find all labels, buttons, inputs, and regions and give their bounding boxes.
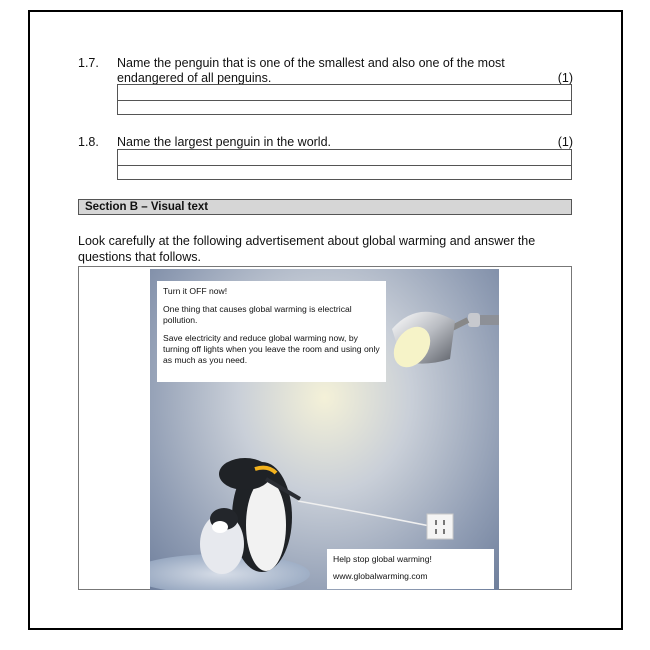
- advert-paragraph-2: Save electricity and reduce global warming now, by turning off lights when you leave the room and using only as much as you need.: [163, 333, 380, 365]
- desk-lamp-icon: [386, 312, 499, 375]
- question-marks: (1): [557, 135, 573, 149]
- section-heading: Section B – Visual text: [78, 199, 572, 215]
- answer-line: [118, 100, 571, 101]
- power-outlet-icon: [427, 514, 453, 539]
- advert-footer-box: [327, 549, 494, 589]
- question-marks: (1): [557, 71, 573, 85]
- question-text: Name the penguin that is one of the smallest and also one of the most endangered of all penguins.: [117, 56, 505, 85]
- question-text: Name the largest penguin in the world.: [117, 135, 332, 149]
- answer-box-1-7[interactable]: [117, 84, 572, 115]
- advert-heading: Turn it OFF now!: [163, 286, 228, 296]
- advertisement-image: [150, 269, 499, 590]
- answer-box-1-8[interactable]: [117, 149, 572, 180]
- advert-slogan: Help stop global warming!: [333, 554, 432, 564]
- answer-line: [118, 165, 571, 166]
- question-number: 1.8.: [78, 135, 99, 149]
- advert-website: www.globalwarming.com: [333, 571, 428, 581]
- section-instruction: Look carefully at the following advertisement about global warming and answer the questions that follows.: [78, 234, 536, 264]
- penguin-chick-icon: [200, 508, 244, 574]
- advert-paragraph-1: One thing that causes global warming is electrical pollution.: [163, 304, 352, 325]
- advert-text-box: [157, 281, 386, 382]
- question-number: 1.7.: [78, 56, 99, 70]
